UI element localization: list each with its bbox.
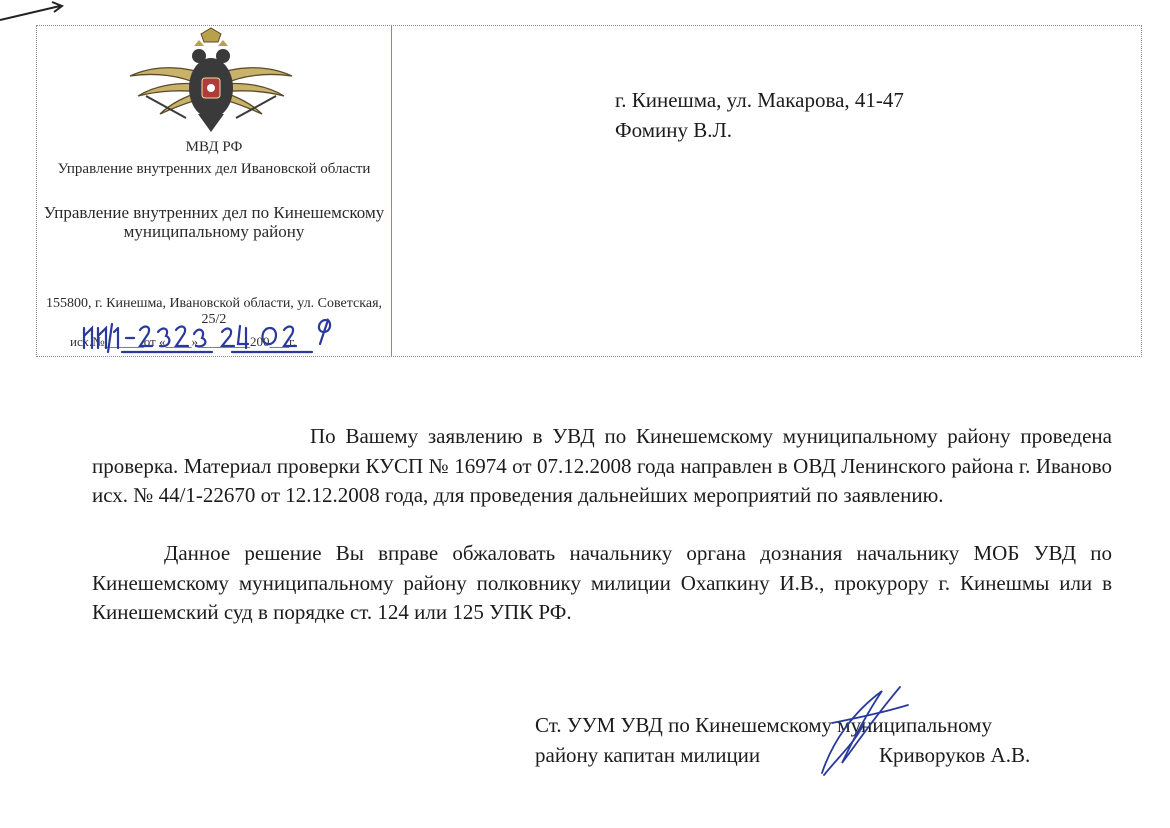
outgoing-number-field: исх.№______от «____»________200___г.	[70, 334, 297, 349]
mvd-emblem-icon	[126, 26, 296, 134]
corner-scan-mark	[0, 0, 70, 24]
signer-position-line-2: району капитан милиции	[535, 743, 761, 767]
body-paragraph-2	[92, 539, 1112, 628]
signer-position-line-1: Ст. УУМ УВД по Кинешемскому муниципальному	[535, 713, 992, 737]
letterhead-divider	[391, 25, 392, 356]
org-local-department: Управление внутренних дел по Кинешемскому муниципальному району	[43, 203, 385, 242]
body-paragraph-1	[92, 422, 1112, 511]
body-paragraph-2-text: Данное решение Вы вправе обжаловать начальнику органа дознания начальнику МОБ УВД по Кинешемскому муниципальному району полковнику милиции Охапкину И.В., прокурору г. Кинешмы или в Кинешемский суд в порядке ст. 124 или 125 УПК РФ.	[92, 541, 1112, 624]
body-paragraph-1-text: По Вашему заявлению в УВД по Кинешемскому муниципальному району проведена проверка. Материал проверки КУСП № 16974 от 07.12.2008 года направлен в ОВД Ленинского района г. Иваново исх. № 44/1-22670 от 12.12.2008 года, для проведения дальнейших мероприятий по заявлению.	[92, 424, 1112, 507]
org-address: 155800, г. Кинешма, Ивановской области, ул. Советская, 25/2	[45, 296, 383, 327]
recipient-address: г. Кинешма, ул. Макарова, 41-47	[615, 88, 904, 112]
recipient-name: Фомину В.Л.	[615, 118, 732, 142]
org-mvd-title: МВД РФ	[185, 139, 243, 155]
org-region-department: Управление внутренних дел Ивановской области	[57, 161, 371, 177]
handwritten-signature	[812, 683, 912, 778]
handwritten-reference-stamp	[82, 314, 352, 358]
signer-name: Криворуков А.В.	[879, 743, 1031, 767]
